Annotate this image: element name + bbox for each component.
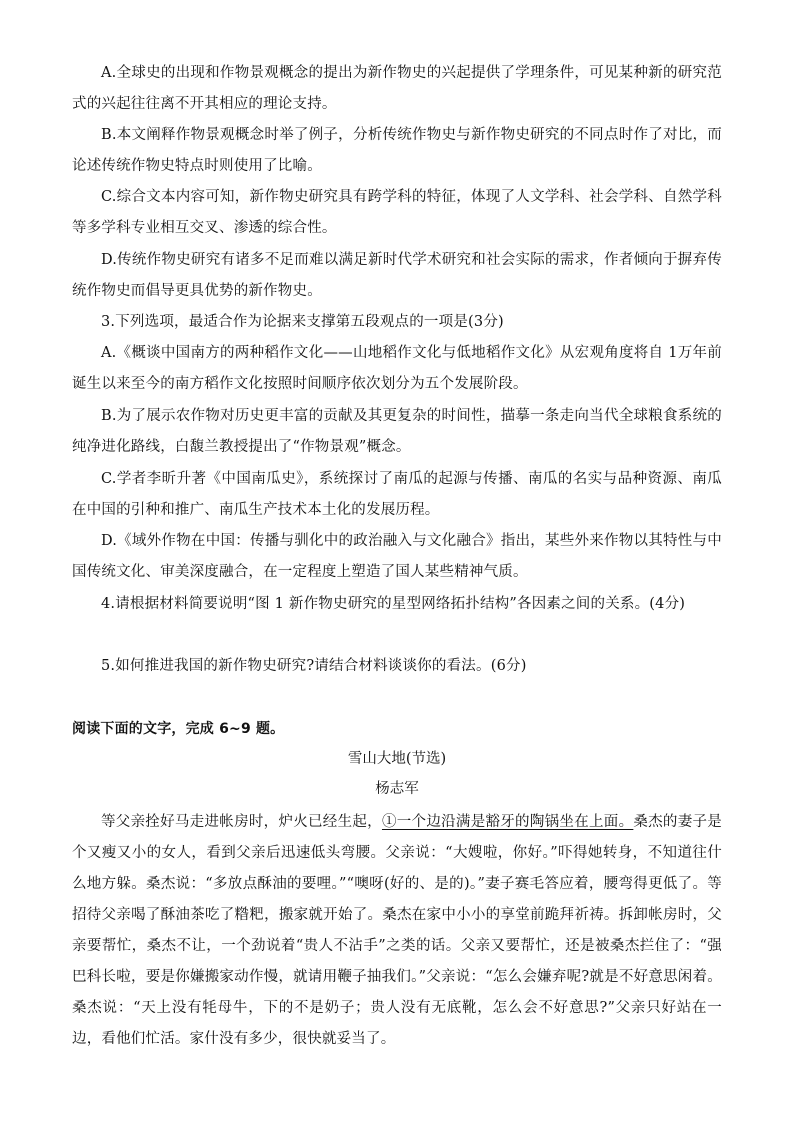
underlined-sentence-1: ①一个边沿满是豁牙的陶锅坐在上面。 — [381, 814, 634, 830]
question-3: 3.下列选项，最适合作为论据来支撑第五段观点的一项是(3分) — [101, 314, 504, 330]
story-text-rest: 桑杰的妻子是个又瘦又小的女人，看到父亲后迅速低头弯腰。父亲说：“大嫂啦，你好。”吓得她转身，不知道往什么地方躲。桑杰说：“多放点酥油的要哩。”“噢呀(好的、是的)。”妻子赛毛答应着，腰弯得更低了。等招待父亲喝了酥油茶吃了糌粑，搬家就开始了。桑杰在家中小小的享堂前跪拜祈祷。拆卸帐房时，父亲要帮忙，桑杰不让，一个劲说着“贵人不沾手”之类的话。父亲又要帮忙，还是被桑杰拦住了：“强巴科长啦，要是你嫌搬家动作慢，就请用鞭子抽我们。”父亲说：“怎么会嫌弃呢?就是不好意思闲着。桑杰说：“天上没有牦母牛，下的不是奶子；贵人没有无底靴，怎么会不好意思?”父亲只好站在一边，看他们忙活。家什没有多少，很快就妥当了。 — [72, 814, 722, 1047]
question-3-option-a: A.《概谈中国南方的两种稻作文化——山地稻作文化与低地稻作文化》从宏观角度将自 1万年前诞生以来至今的南方稻作文化按照时间顺序依次划分为五个发展阶段。 — [72, 345, 722, 392]
question-3-option-d: D.《域外作物在中国：传播与驯化中的政治融入与文化融合》指出，某些外来作物以其特性与中国传统文化、审美深度融合，在一定程度上塑造了国人某些精神气质。 — [72, 533, 722, 580]
reading-instruction: 阅读下面的文字，完成 6~9 题。 — [72, 721, 285, 737]
story-title: 雪山大地(节选) — [347, 751, 447, 767]
option-b-paragraph: B.本文阐释作物景观概念时举了例子，分析传统作物史与新作物史研究的不同点时作了对比，而论述传统作物史特点时则使用了比喻。 — [72, 127, 722, 174]
question-5: 5.如何推进我国的新作物史研究?请结合材料谈谈你的看法。(6分) — [101, 658, 527, 674]
option-d-paragraph: D.传统作物史研究有诸多不足而难以满足新时代学术研究和社会实际的需求，作者倾向于摒弃传统作物史而倡导更具优势的新作物史。 — [72, 252, 722, 299]
story-text-start: 等父亲拴好马走进帐房时，炉火已经生起， — [101, 814, 382, 830]
story-author: 杨志军 — [375, 781, 419, 797]
option-c-paragraph: C.综合文本内容可知，新作物史研究具有跨学科的特征，体现了人文学科、社会学科、自然学科等多学科专业相互交叉、渗透的综合性。 — [72, 189, 722, 236]
story-paragraph — [72, 807, 722, 1055]
question-4: 4.请根据材料简要说明“图 1 新作物史研究的星型网络拓扑结构”各因素之间的关系。(4分) — [101, 596, 686, 612]
question-3-option-c: C.学者李昕升著《中国南瓜史》，系统探讨了南瓜的起源与传播、南瓜的名实与品种资源、南瓜在中国的引种和推广、南瓜生产技术本土化的发展历程。 — [72, 471, 722, 518]
option-a-paragraph: A.全球史的出现和作物景观概念的提出为新作物史的兴起提供了学理条件，可见某种新的研究范式的兴起往往离不开其相应的理论支持。 — [72, 65, 722, 112]
question-3-option-b: B.为了展示农作物对历史更丰富的贡献及其更复杂的时间性，描摹一条走向当代全球粮食系统的纯净进化路线，白馥兰教授提出了“作物景观”概念。 — [72, 408, 722, 455]
